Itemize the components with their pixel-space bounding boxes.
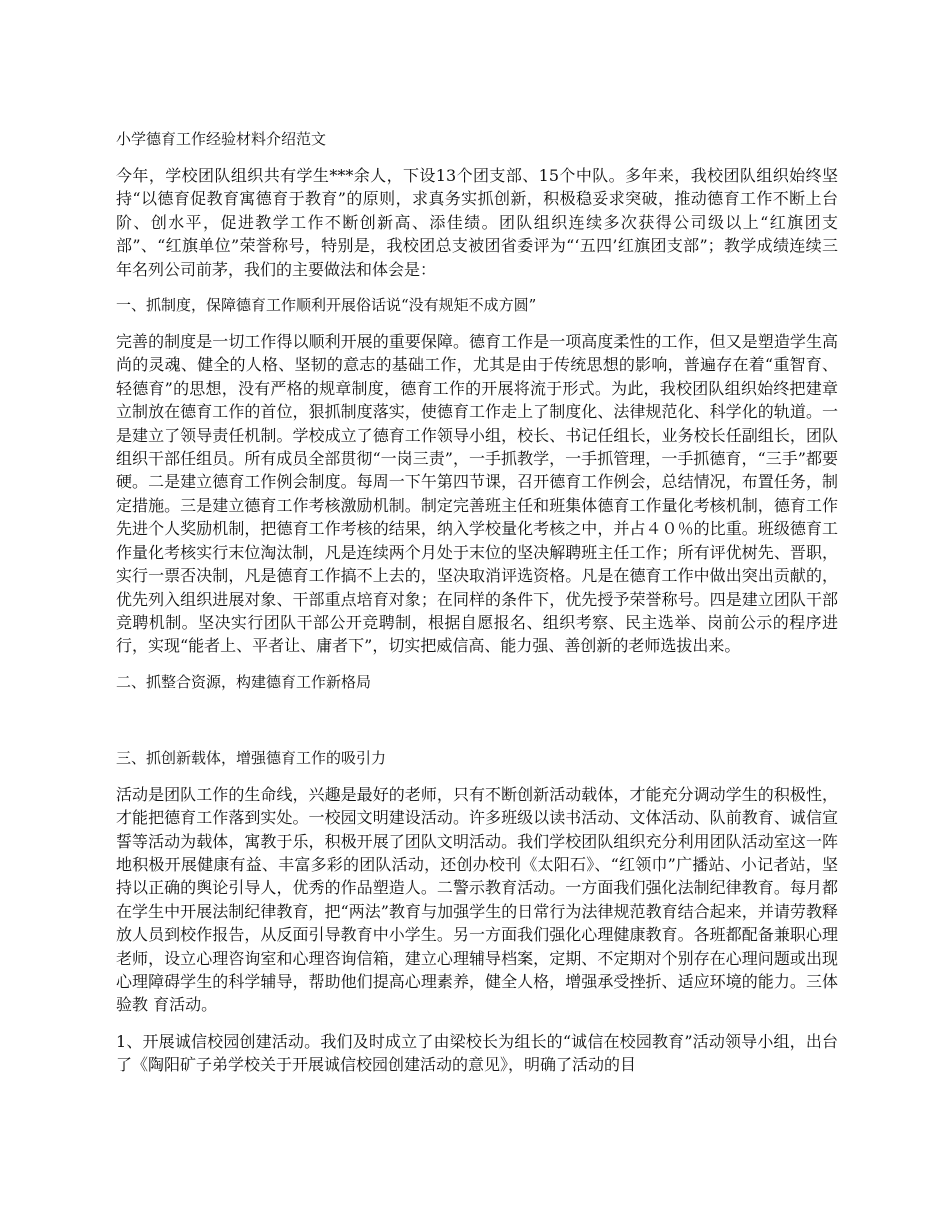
intro-paragraph: 今年，学校团队组织共有学生***余人，下设13个团支部、15个中队。多年来，我校团队组织始终坚持“以德育促教育寓德育于教育”的原则，求真务实抓创新，积极稳妥求突破，推动德育工作不断上台阶、创水平，促进教学工作不断创新高、添佳绩。团队组织连续多次获得公司级以上“红旗团支部”、“红旗单位”荣誉称号，特别是，我校团总支被团省委评为“‘五四’红旗团支部”；教学成绩连续三年名列公司前茅，我们的主要做法和体会是： bbox=[116, 166, 838, 279]
section-2-blank-space bbox=[116, 707, 838, 747]
section-2-heading: 二、抓整合资源，构建德育工作新格局 bbox=[116, 672, 372, 691]
section-1-paragraph: 完善的制度是一切工作得以顺利开展的重要保障。德育工作是一项高度柔性的工作，但又是塑造学生高尚的灵魂、健全的人格、坚韧的意志的基础工作，尤其是由于传统思想的影响，普遍存在着“重智育、轻德育”的思想，没有严格的规章制度，德育工作的开展将流于形式。为此，我校团队组织始终把建章立制放在德育工作的首位，狠抓制度落实，使德育工作走上了制度化、法律规范化、科学化的轨道。一是建立了领导责任机制。学校成立了德育工作领导小组，校长、书记任组长，业务校长任副组长，团队组织干部任组员。所有成员全部贯彻“一岗三责”，一手抓教学，一手抓管理，一手抓德育，“三手”都要硬。二是建立德育工作例会制度。每周一下午第四节课，召开德育工作例会，总结情况，布置任务，制定措施。三是建立德育工作考核激励机制。制定完善班主任和班集体德育工作量化考核机制，德育工作先进个人奖励机制，把德育工作考核的结果，纳入学校量化考核之中，并占４０％的比重。班级德育工作量化考核实行末位淘汰制，凡是连续两个月处于末位的坚决解聘班主任工作；所有评优树先、晋职，实行一票否决制，凡是德育工作搞不上去的，坚决取消评选资格。凡是在德育工作中做出突出贡献的，优先列入组织进展对象、干部重点培育对象；在同样的条件下，优先授予荣誉称号。四是建立团队干部竞聘机制。坚决实行团队干部公开竞聘制，根据自愿报名、组织考察、民主选举、岗前公示的程序进行，实现“能者上、平者让、庸者下”，切实把威信高、能力强、善创新的老师选拔出来。 bbox=[116, 332, 838, 656]
document-page bbox=[116, 118, 838, 1090]
document-title: 小学德育工作经验材料介绍范文 bbox=[116, 130, 327, 148]
section-3-heading: 三、抓创新载体，增强德育工作的吸引力 bbox=[116, 748, 387, 767]
item-1-paragraph: 1、开展诚信校园创建活动。我们及时成立了由梁校长为组长的“诚信在校园教育”活动领导小组，出台了《陶阳矿子弟学校关于开展诚信校园创建活动的意见》，明确了活动的目 bbox=[116, 1031, 838, 1075]
section-3-paragraph: 活动是团队工作的生命线，兴趣是最好的老师，只有不断创新活动载体，才能充分调动学生的积极性，才能把德育工作落到实处。一校园文明建设活动。许多班级以读书活动、文体活动、队前教育、诚信宣誓等活动为载体，寓教于乐，积极开展了团队文明活动。我们学校团队组织充分利用团队活动室这一阵地积极开展健康有益、丰富多彩的团队活动，还创办校刊《太阳石》、“红领巾”广播站、小记者站，坚持以正确的舆论引导人，优秀的作品塑造人。二警示教育活动。一方面我们强化法制纪律教育。每月都在学生中开展法制纪律教育，把“两法”教育与加强学生的日常行为法律规范教育结合起来，并请劳教释放人员到校作报告，从反面引导教育中小学生。另一方面我们强化心理健康教育。各班都配备兼职心理老师，设立心理咨询室和心理咨询信箱，建立心理辅导档案，定期、不定期对个别存在心理问题或出现心理障碍学生的科学辅导，帮助他们提高心理素养，健全人格，增强承受挫折、适应环境的能力。三体验教 育活动。 bbox=[116, 784, 838, 1015]
section-1-heading: 一、抓制度，保障德育工作顺利开展俗话说“没有规矩不成方圆” bbox=[116, 296, 537, 315]
